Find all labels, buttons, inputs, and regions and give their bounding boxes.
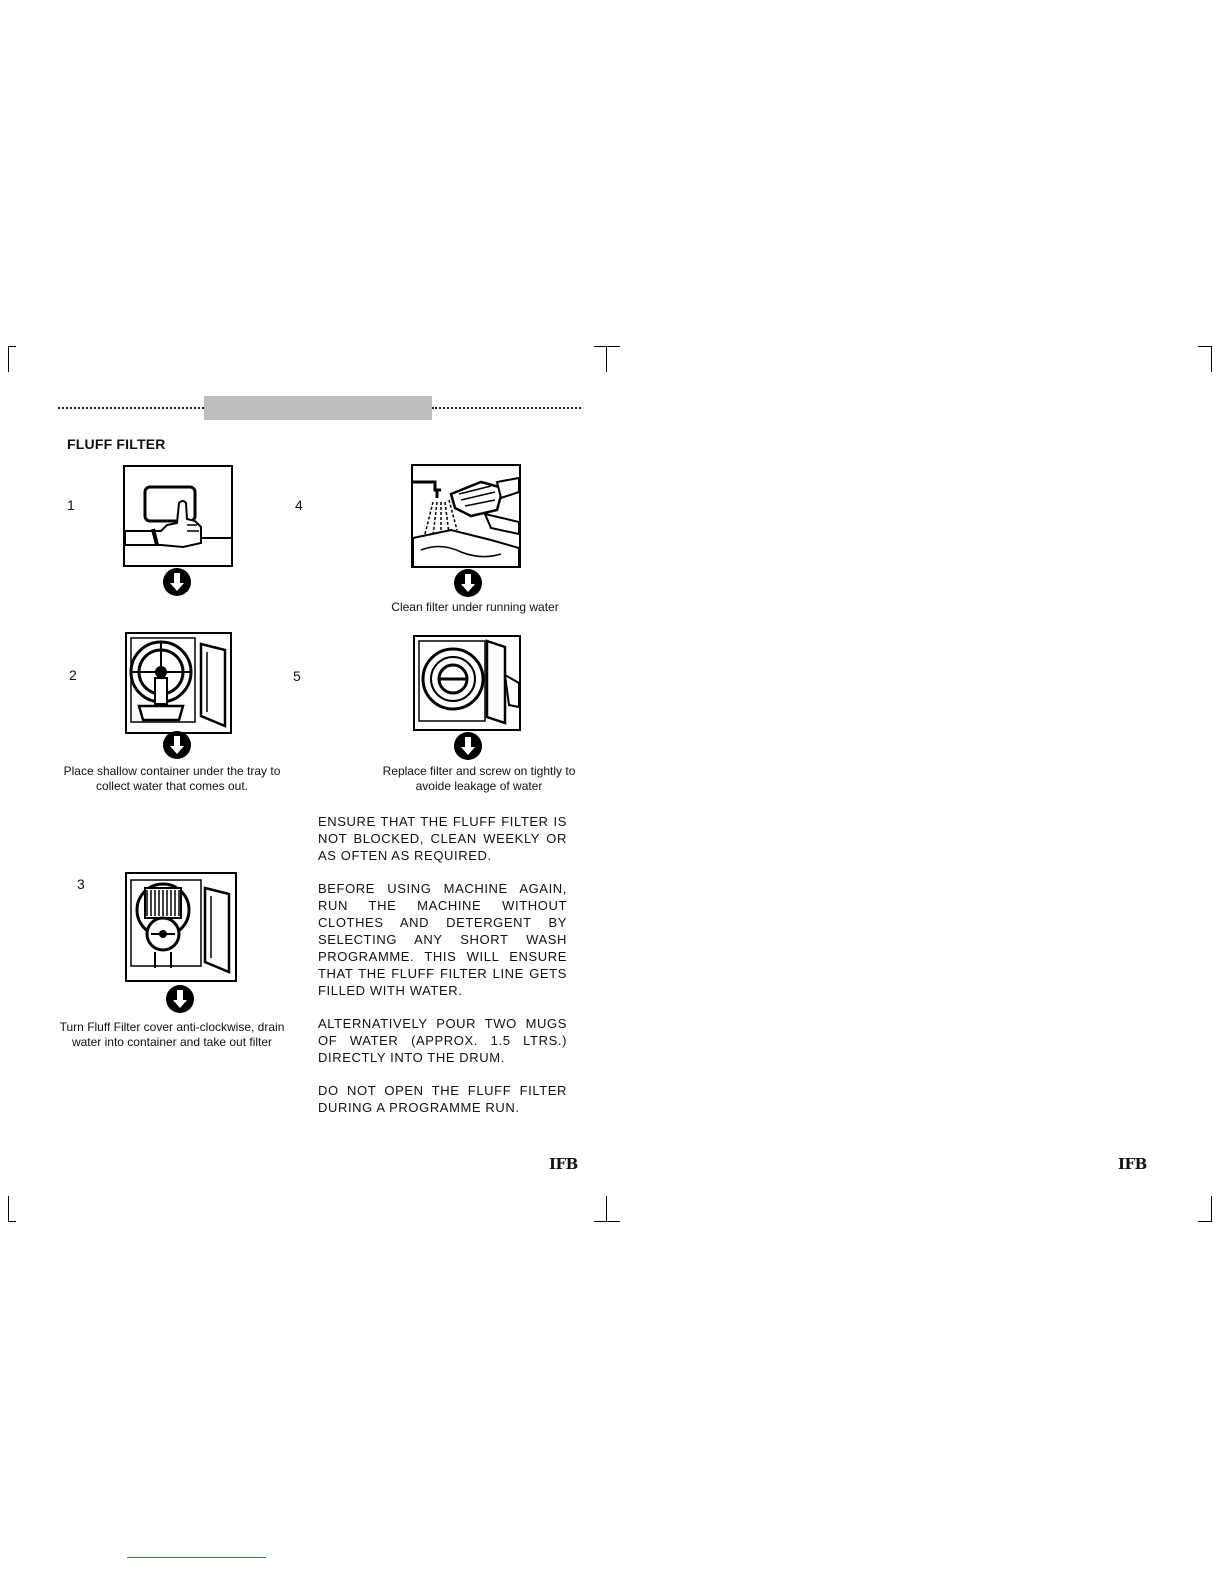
step-number-4: 4: [295, 497, 303, 513]
step-3-illustration: [125, 872, 237, 984]
down-arrow-icon: [453, 731, 483, 761]
caption-line: avoide leakage of water: [415, 779, 543, 793]
note-paragraph-4: DO NOT OPEN THE FLUFF FILTER DURING A PROGRAMME RUN.: [318, 1083, 567, 1115]
header-dotted-rule: [58, 407, 204, 409]
step-number-5: 5: [293, 668, 301, 684]
down-arrow-icon: [162, 730, 192, 760]
step-2-illustration: [125, 632, 232, 734]
caption-line: Replace filter and screw on tightly to: [382, 764, 576, 778]
step-3-caption: [40, 1020, 304, 1050]
caption-line: water into container and take out filter: [71, 1035, 273, 1049]
crop-mark: [606, 346, 607, 372]
down-arrow-icon: [165, 984, 195, 1014]
brand-logo: IFB: [549, 1155, 578, 1173]
down-arrow-icon: [453, 568, 483, 598]
crop-mark: [1211, 1196, 1212, 1222]
step-4-illustration: [411, 464, 521, 568]
crop-mark: [1198, 1221, 1211, 1222]
step-5-caption: [364, 764, 594, 794]
crop-mark: [8, 1221, 16, 1222]
crop-mark: [594, 346, 620, 347]
note-paragraph-1: ENSURE THAT THE FLUFF FILTER IS NOT BLOCKED, CLEAN WEEKLY OR AS OFTEN AS REQUIRED.: [318, 814, 567, 863]
caption-line: collect water that comes out.: [95, 779, 249, 793]
step-number-2: 2: [69, 667, 77, 683]
crop-mark: [1198, 346, 1211, 347]
caption-line: Turn Fluff Filter cover anti-clockwise, drain: [59, 1020, 285, 1034]
crop-mark: [1211, 346, 1212, 372]
section-title: FLUFF FILTER: [67, 436, 166, 452]
step-2-caption: [40, 764, 304, 794]
header-grey-bar: [204, 396, 432, 420]
note-paragraph-3: ALTERNATIVELY POUR TWO MUGS OF WATER (APPROX. 1.5 LTRS.) DIRECTLY INTO THE DRUM.: [318, 1016, 567, 1065]
step-number-3: 3: [77, 876, 85, 892]
crop-mark: [8, 346, 16, 347]
brand-logo: IFB: [1118, 1155, 1147, 1173]
crop-mark: [8, 1196, 9, 1222]
crop-mark: [606, 1196, 607, 1222]
footer-rule: [127, 1557, 266, 1558]
caption-line: Place shallow container under the tray to: [63, 764, 281, 778]
down-arrow-icon: [162, 567, 192, 597]
step-5-illustration: [413, 635, 521, 731]
step-number-1: 1: [67, 497, 75, 513]
step-1-illustration: [123, 465, 233, 567]
note-paragraph-2: BEFORE USING MACHINE AGAIN, RUN THE MACHINE WITHOUT CLOTHES AND DETERGENT BY SELECTING ANY SHORT WASH PROGRAMME. THIS WILL ENSURE THAT THE FLUFF FILTER LINE GETS FILLED WITH WATER.: [318, 881, 567, 998]
crop-mark: [8, 346, 9, 372]
crop-mark: [594, 1221, 620, 1222]
header-dotted-rule: [432, 407, 581, 409]
step-4-caption: Clean filter under running water: [391, 600, 559, 614]
